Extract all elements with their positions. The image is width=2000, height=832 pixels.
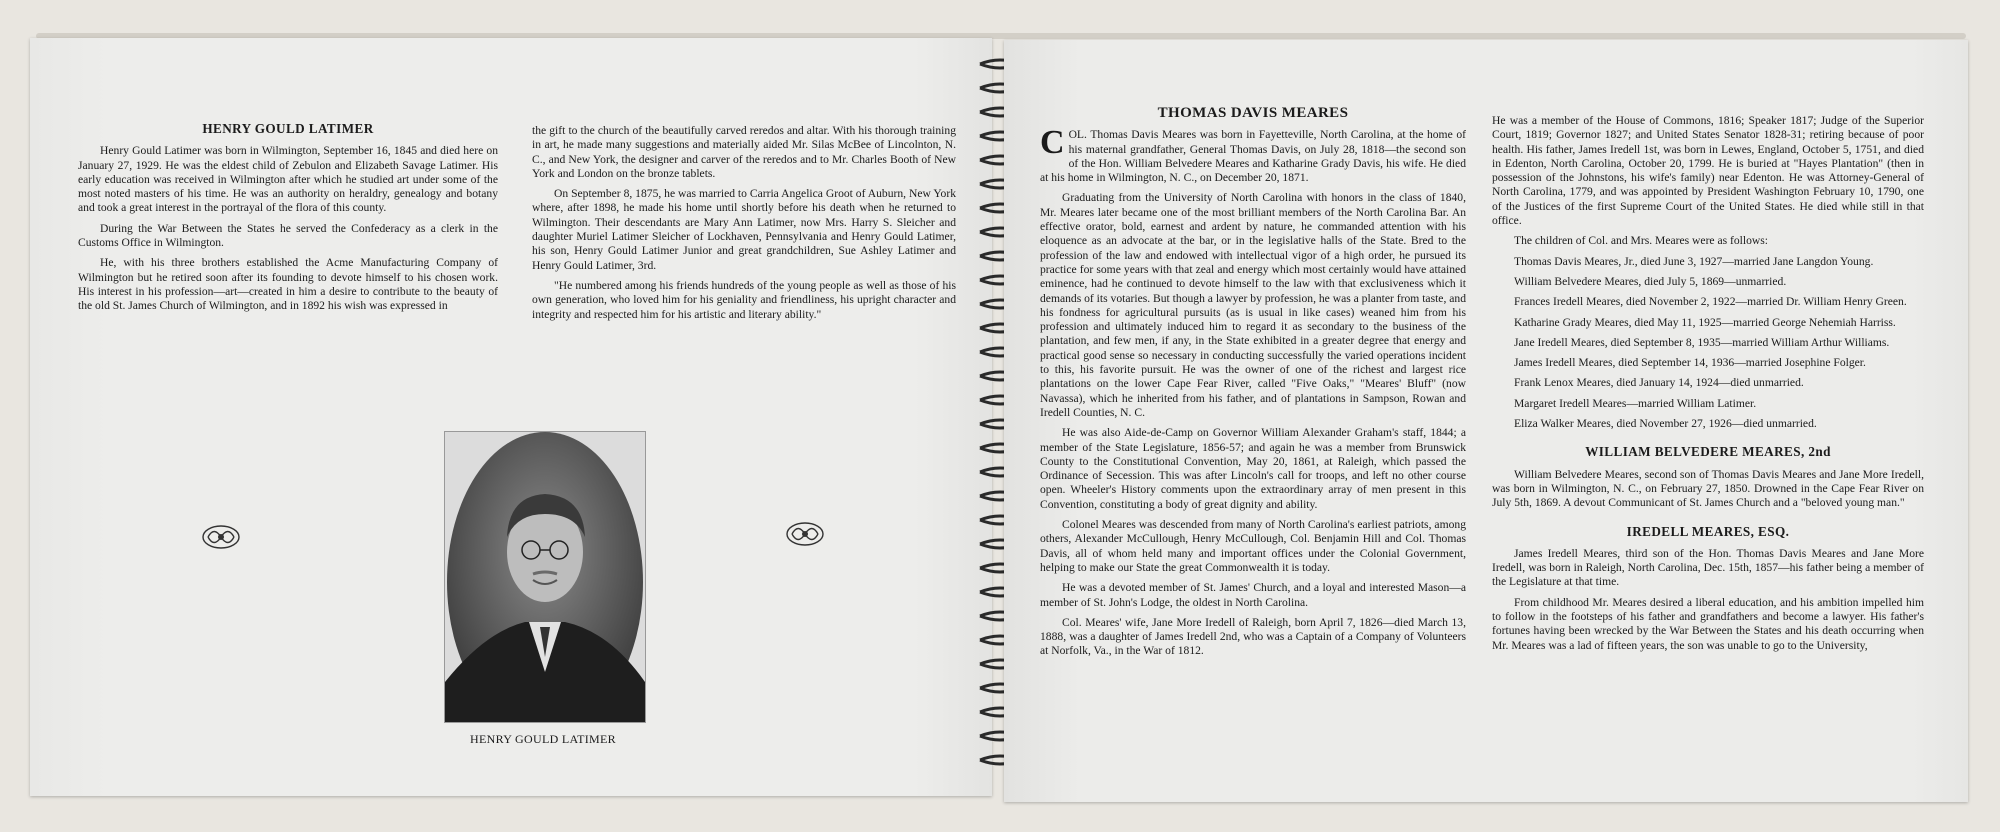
- william-meares-heading: WILLIAM BELVEDERE MEARES, 2nd: [1585, 444, 1831, 460]
- latimer-heading: HENRY GOULD LATIMER: [202, 121, 374, 136]
- list-item: William Belvedere Meares, died July 5, 1869—unmarried.: [1514, 274, 1787, 288]
- iredell-meares-heading: IREDELL MEARES, ESQ.: [1626, 523, 1790, 539]
- left-page: [30, 38, 992, 796]
- photo-caption: HENRY GOULD LATIMER: [470, 732, 616, 746]
- right-column-2: [1492, 114, 1924, 659]
- ornament-icon: [200, 522, 242, 552]
- list-item: Margaret Iredell Meares—married William Latimer.: [1514, 396, 1757, 410]
- paragraph: COL. Thomas Davis Meares was born in Fayetteville, North Carolina, at the home of his maternal grandfather, General Thomas Davis, on July 28, 1818—the second son of the Hon. William Belvedere Meares and Katharine Grady Davis, his wife. He died at his home in Wilmington, N. C., on December 20, 1871.: [1040, 124, 1466, 185]
- ornament-icon: [784, 519, 826, 549]
- list-item: James Iredell Meares, died September 14, 1936—married Josephine Folger.: [1514, 356, 1866, 370]
- left-column-2: [532, 124, 956, 328]
- list-item: Frances Iredell Meares, died November 2, 1922—married Dr. William Henry Green.: [1514, 295, 1907, 309]
- paragraph: Graduating from the University of North Carolina with honors in the class of 1840, Mr. Meares later became one of the most brilliant members of the North Carolina Bar. An effective orator, bold, earnest and ardent by nature, he commanded attention with his eloquence as an advocate at the bar, or in the legislative halls of the State. Bred to the profession of the law and endowed with intellectual vigor of a high order, he pursued its practice for some years with that zeal and energy which most certainly would have attained eminence, had he continued to devote himself to the law with that exclusiveness which it demands of its votaries. But though a lawyer by profession, he was a planter from taste, and his fondness for agricultural pursuits (as is usual in like cases) weaned him from his profession and ultimately induced him to regard it as secondary to the business of the plantation, and few men, if any, in the State exhibited in a greater degree that energy and practical good sense so necessary in conducting successfully the varied operations incident to this, his favorite pursuit. He was the owner of one of the richest and largest rice plantations on the lower Cape Fear River, called "Five Oaks," "Meares' Bluff" (now Navassa), which he inherited from his father, and of plantations in Sampson, Rowan and Iredell Counties, N. C.: [1040, 191, 1466, 419]
- drop-cap: C: [1040, 124, 1065, 162]
- left-column-1: [78, 122, 498, 320]
- paragraph: He, with his three brothers established the Acme Manufacturing Company of Wilmington but he retired soon after its founding to devote himself to his chosen work. His interest in his profession—art—created in him a desire to contribute to the beauty of the old St. James Church of Wilmington, and in 1892 his wish was expressed in: [78, 256, 498, 313]
- paragraph: Col. Meares' wife, Jane More Iredell of Raleigh, born April 7, 1826—died March 13, 1888, was a daughter of James Iredell 2nd, who was a Captain of a Company of Volunteers at Norfolk, Va., in the War of 1812.: [1040, 615, 1466, 658]
- paragraph: Colonel Meares was descended from many of North Carolina's earliest patriots, among others, Alexander McCullough, Henry McCullough, Col. Benjamin Hill and Col. Thomas Davis, all of whom held many and important offices under the Colonial Government, helping to make our State the great Commonwealth it is today.: [1040, 518, 1466, 574]
- right-page: [1004, 40, 1968, 802]
- paragraph: James Iredell Meares, third son of the Hon. Thomas Davis Meares and Jane More Iredell, was born in Raleigh, North Carolina, Dec. 15th, 1857—his father being a member of the Legislature at that time.: [1492, 546, 1924, 589]
- paragraph: He was a member of the House of Commons, 1816; Speaker 1817; Judge of the Superior Court, 1819; Governor 1827; and United States Senator 1828-31; retiring because of poor health. His father, James Iredell 1st, was born in Lewes, England, October 5, 1751, and died in Edenton, North Carolina, October 20, 1799. He is buried at "Hayes Plantation" (then in possession of the Johnstons, his wife's family) near Edenton. He was Attorney-General of North Carolina, 1779, and was appointed by President Washington February 10, 1790, one of the Justices of the first Supreme Court of the United States. He died while still in that office.: [1492, 114, 1924, 228]
- paragraph: "He numbered among his friends hundreds of the young people as well as those of his own generation, who loved him for his geniality and friendliness, his upright character and integrity and respected him for his artistic and literary ability.": [532, 278, 956, 321]
- list-item: Frank Lenox Meares, died January 14, 1924—died unmarried.: [1514, 376, 1804, 390]
- list-item: Eliza Walker Meares, died November 27, 1926—died unmarried.: [1514, 417, 1817, 431]
- paragraph: He was also Aide-de-Camp on Governor William Alexander Graham's staff, 1844; a member of the State Legislature, 1856-57; and again he was a member from Brunswick County to the Constitutional Convention, May 20, 1861, at Raleigh, which passed the Ordinance of Secession. This was after Lincoln's call for troops, and left no other course open. Wheeler's History comments upon the extraordinary array of men present in this Convention, constituting a body of great dignity and ability.: [1040, 426, 1466, 511]
- paragraph: Henry Gould Latimer was born in Wilmington, September 16, 1845 and died here on January 27, 1929. He was the eldest child of Zebulon and Elizabeth Savage Latimer. His early education was received in Wilmington after which he studied art under some of the most noted masters of his time. He was an authority on heraldry, genealogy and botany and took a great interest in the portrayal of the flora of this county.: [78, 144, 498, 215]
- paragraph: William Belvedere Meares, second son of Thomas Davis Meares and Jane More Iredell, was born in Wilmington, N. C., on February 27, 1850. Drowned in the Cape Fear River on July 5th, 1869. A devout Communicant of St. James Church and a "beloved young man.": [1492, 467, 1924, 510]
- list-item: Jane Iredell Meares, died September 8, 1935—married William Arthur Williams.: [1514, 335, 1890, 349]
- meares-heading: THOMAS DAVIS MEARES: [1157, 105, 1349, 121]
- paragraph: From childhood Mr. Meares desired a liberal education, and his ambition impelled him to follow in the footsteps of his father and grandfathers and become a lawyer. His father's fortunes having been wrecked by the War Between the States and his death occurring when Mr. Meares was a lad of fifteen years, the son was unable to go to the University,: [1492, 595, 1924, 652]
- list-item: Katharine Grady Meares, died May 11, 1925—married George Nehemiah Harriss.: [1514, 315, 1896, 329]
- portrait-photo: [444, 431, 646, 723]
- paragraph: During the War Between the States he served the Confederacy as a clerk in the Customs Office in Wilmington.: [78, 221, 498, 250]
- paragraph: the gift to the church of the beautifully carved reredos and altar. With his thorough training in art, he made many suggestions and materially aided Mr. Silas McBee of Lincolnton, N. C., and New York, the designer and carver of the reredos and to Mr. Charles Booth of New York and London on the bronze tablets.: [532, 124, 956, 180]
- right-column-1: [1040, 106, 1466, 665]
- paragraph: The children of Col. and Mrs. Meares were as follows:: [1514, 234, 1769, 248]
- paragraph: He was a devoted member of St. James' Church, and a loyal and interested Mason—a member of St. John's Lodge, the oldest in North Carolina.: [1040, 581, 1466, 609]
- list-item: Thomas Davis Meares, Jr., died June 3, 1927—married Jane Langdon Young.: [1514, 254, 1874, 268]
- paragraph: On September 8, 1875, he was married to Carria Angelica Groot of Auburn, New York where, after 1898, he made his home until shortly before his death when he returned to Wilmington. Their descendants are Mary Ann Latimer, now Mrs. Harry S. Sleicher and daughter Muriel Latimer Sleicher of Lockhaven, Pennsylvania and Henry Gould Latimer, his son, Henry Gould Latimer Junior and great grandchildren, Sue Ashley Latimer and Henry Gould Latimer, 3rd.: [532, 187, 956, 272]
